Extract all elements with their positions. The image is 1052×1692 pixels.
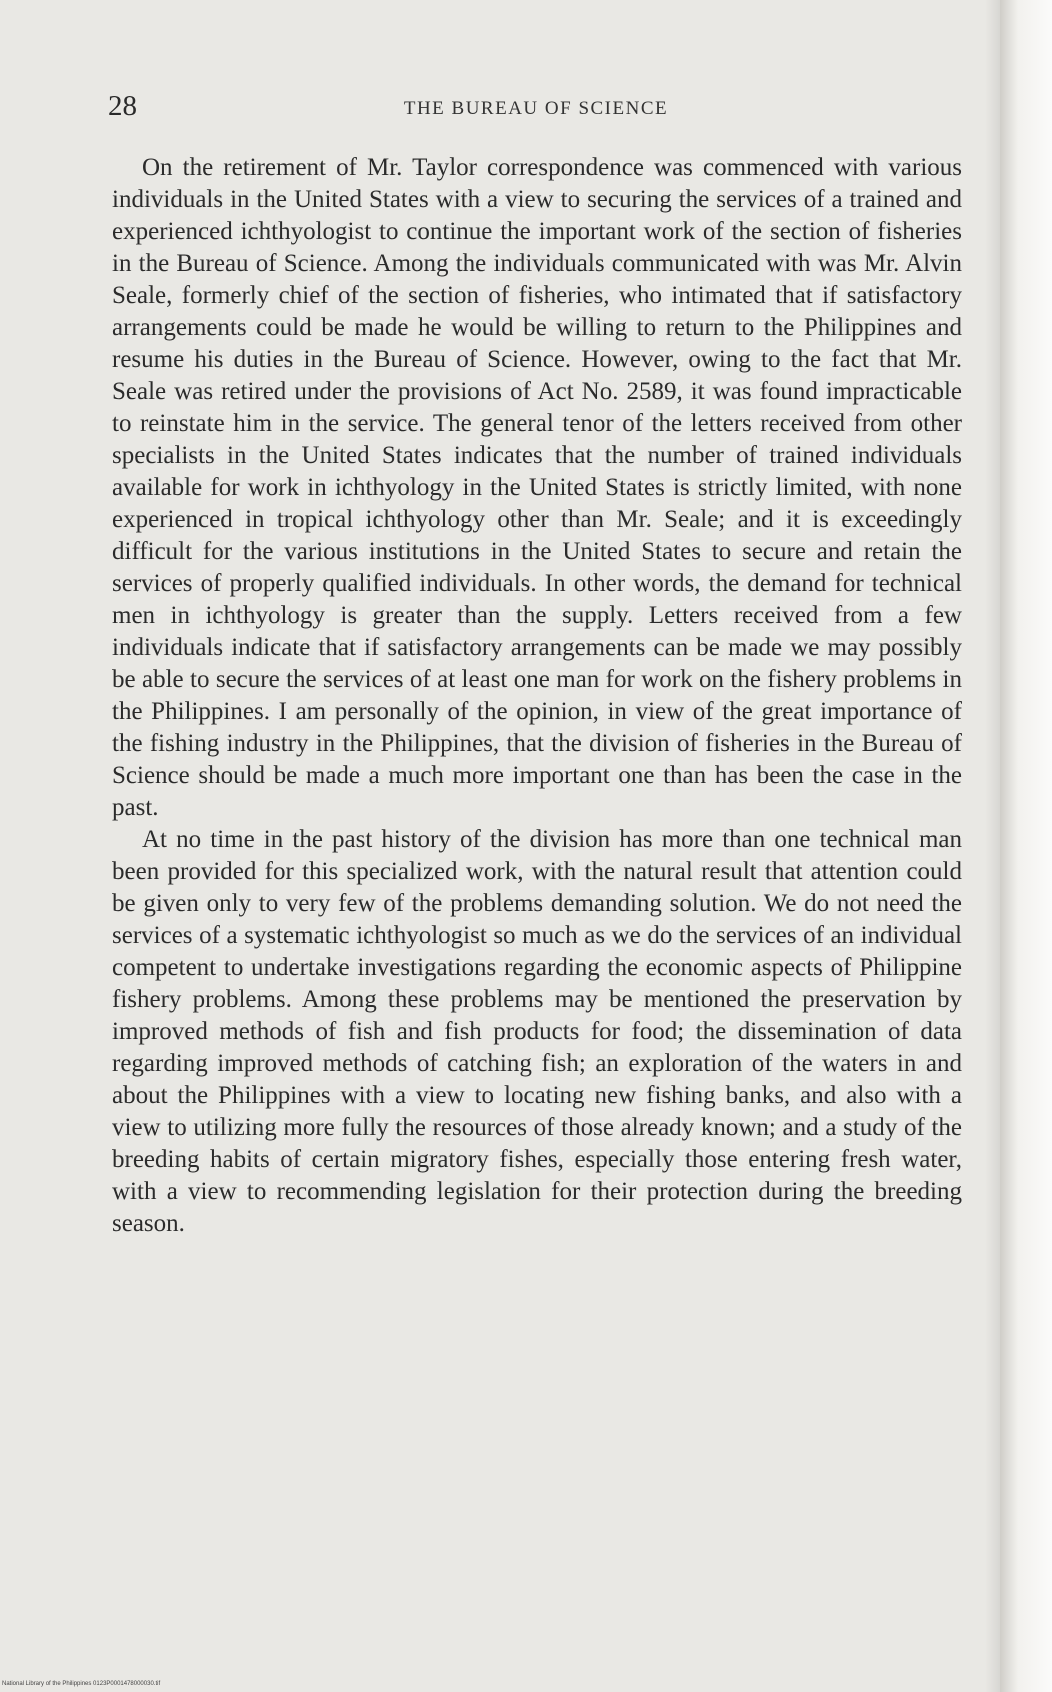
page-header — [108, 90, 964, 130]
running-head: THE BUREAU OF SCIENCE — [403, 98, 669, 119]
page-number: 28 — [108, 90, 137, 122]
archive-tag: National Library of the Philippines 0123P0001478000030.tif — [2, 1681, 161, 1687]
page-margin — [1000, 0, 1052, 1692]
body-text — [112, 152, 962, 1240]
paragraph: At no time in the past history of the division has more than one technical man been provided for this specialized work, with the natural result that attention could be given only to very few of the problems demanding solution. We do not need the services of a systematic ichthyologist so much as we do the services of an individual competent to undertake investigations regarding the economic aspects of Philippine fishery problems. Among these problems may be mentioned the preservation by improved methods of fish and fish products for food; the dissemination of data regarding improved methods of catching fish; an exploration of the waters in and about the Philippines with a view to locating new fishing banks, and also with a view to utilizing more fully the resources of those already known; and a study of the breeding habits of certain migratory fishes, especially those entering fresh water, with a view to recommending legislation for their protection during the breeding season. — [112, 826, 962, 1237]
paragraph: On the retirement of Mr. Taylor correspondence was commenced with various individuals in the United States with a view to securing the services of a trained and experienced ichthyologist to continue the important work of the section of fisheries in the Bureau of Science. Among the individuals communicated with was Mr. Alvin Seale, formerly chief of the section of fisheries, who intimated that if satisfactory arrangements could be made he would be willing to return to the Philippines and resume his duties in the Bureau of Science. However, owing to the fact that Mr. Seale was retired under the provisions of Act No. 2589, it was found impracticable to reinstate him in the service. The general tenor of the letters received from other specialists in the United States indicates that the number of trained individuals available for work in ichthyology in the United States is strictly limited, with none experienced in tropical ichthyology other than Mr. Seale; and it is exceedingly difficult for the various institutions in the United States to secure and retain the services of properly qualified individuals. In other words, the demand for technical men in ichthyology is greater than the supply. Letters received from a few individuals indicate that if satisfactory arrangements can be made we may possibly be able to secure the services of at least one man for work on the fishery problems in the Philippines. I am personally of the opinion, in view of the great importance of the fishing industry in the Philippines, that the division of fisheries in the Bureau of Science should be made a much more important one than has been the case in the past. — [112, 154, 962, 821]
page-edge-shadow — [985, 0, 1000, 1692]
